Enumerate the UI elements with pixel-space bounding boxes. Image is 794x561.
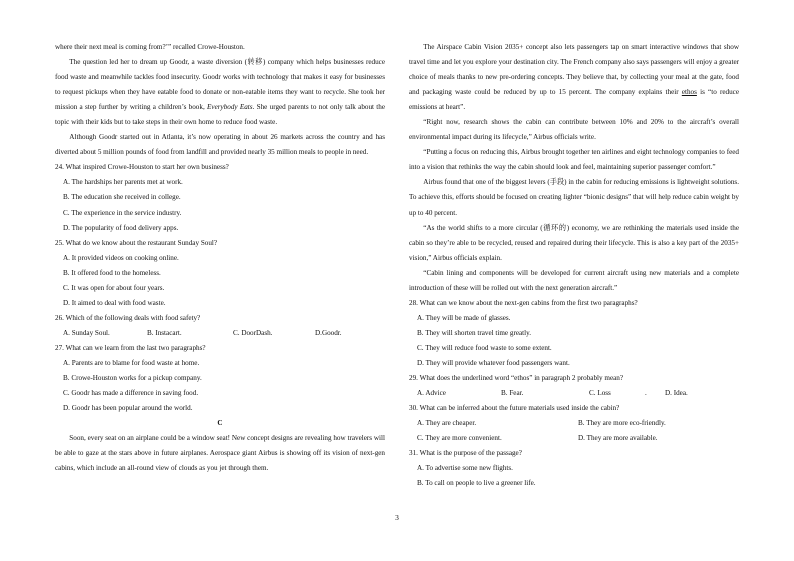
option: C. They are more convenient. — [417, 434, 502, 443]
option: D. They will provide whatever food passengers want. — [417, 358, 570, 367]
option: A. It provided videos on cooking online. — [63, 253, 179, 262]
option: D.Goodr. — [315, 328, 342, 337]
option-row — [55, 326, 385, 341]
option: C. DoorDash. — [233, 328, 273, 337]
paragraph-text: The Airspace Cabin Vision 2035+ concept also lets passengers tap on smart interactive windows that show travel time and let you explore your destination city. The French company also says passengers will enjoy a greater choice of meals thanks to new pre-ordering concepts. They believe that, by collecting your meal at the gate, food and packaging waste could be reduced by up to 15 percent. The company explains their — [409, 43, 739, 97]
option: A. The hardships her parents met at work. — [63, 178, 183, 187]
paragraph: “As the world shifts to a more circular (循环的) economy, we are rethinking the materials used inside the cabin so they’re able to be recycled, reused and repaired during their lifecycle. This is also a key part of the 2035+ vision,” Airbus officials explain. — [409, 223, 739, 262]
paragraph: Airbus found that one of the biggest levers (手段) in the cabin for reducing emissions is lightweight solutions. To achieve this, efforts should be focused on creating lighter “bionic designs” that will help reduce cabin weight by up to 40 percent. — [409, 178, 739, 217]
option: A. Advice — [417, 389, 446, 398]
paragraph: “Cabin lining and components will be developed for current aircraft using new materials and a complete introduction of these will be rolled out with the next generation aircraft.” — [409, 268, 739, 292]
question-25: 25. What do we know about the restaurant Sunday Soul? — [55, 238, 218, 247]
question-29: 29. What does the underlined word “ethos” in paragraph 2 probably mean? — [409, 374, 624, 383]
option: B. They will shorten travel time greatly. — [417, 328, 532, 337]
question-24: 24. What inspired Crowe-Houston to start her own business? — [55, 163, 229, 172]
book-title: Everybody Eats — [207, 103, 253, 112]
paragraph-text: The question led her to dream up Goodr, a waste diversion (转移) company which helps businesses reduce food waste and meanwhile tackles food insecurity. Goodr works with technology that makes it easy for businesses to request pickups when they have eatable food to donate or non-eatable items they want to recycle. She took her mission a step further by writing a children’s book, — [55, 58, 385, 112]
option: D. Goodr has been popular around the world. — [63, 404, 193, 413]
paragraph-goodr — [55, 55, 385, 130]
option-row — [409, 386, 739, 401]
option: B. Crowe-Houston works for a pickup company. — [63, 374, 202, 383]
option: A. Parents are to blame for food waste at home. — [63, 358, 200, 367]
paragraph: “Putting a focus on reducing this, Airbus brought together ten airlines and eight technology companies to feed into a vision that rethinks the way the cabin should look and feel, maintaining superior passenger comfort.” — [409, 148, 739, 172]
option: C. It was open for about four years. — [63, 283, 165, 292]
question-27: 27. What can we learn from the last two paragraphs? — [55, 343, 206, 352]
paragraph: Soon, every seat on an airplane could be a window seat! New concept designs are revealing how travelers will be able to gaze at the stars above in future airplanes. Aerospace giant Airbus is showing off its vision of next-gen cabins, which include an all-round view of clouds as you jet through them. — [55, 434, 385, 473]
option-dot: . — [645, 389, 647, 398]
underlined-word: ethos — [681, 88, 697, 97]
page-number: 3 — [395, 513, 399, 522]
option: D. Idea. — [665, 389, 688, 398]
paragraph: “Right now, research shows the cabin can contribute between 10% and 20% to the aircraft’s overall environmental impact during its lifecycle,” Airbus officials write. — [409, 118, 739, 142]
option: B. Instacart. — [147, 328, 182, 337]
option: C. Goodr has made a difference in saving food. — [63, 389, 199, 398]
option: D. It aimed to deal with food waste. — [63, 298, 166, 307]
option: C. They will reduce food waste to some extent. — [417, 343, 552, 352]
question-28: 28. What can we know about the next-gen cabins from the first two paragraphs? — [409, 298, 638, 307]
option-row — [409, 416, 739, 431]
section-heading: C — [217, 419, 223, 428]
question-31: 31. What is the purpose of the passage? — [409, 449, 522, 458]
option: B. To call on people to live a greener life. — [417, 479, 536, 488]
option: B. They are more eco-friendly. — [578, 419, 666, 428]
question-26: 26. Which of the following deals with food safety? — [55, 313, 201, 322]
option: D. The popularity of food delivery apps. — [63, 223, 179, 232]
option: D. They are more available. — [578, 434, 658, 443]
left-column — [55, 40, 385, 476]
option: B. The education she received in college. — [63, 193, 181, 202]
option: A. Sunday Soul. — [63, 328, 110, 337]
option: A. They are cheaper. — [417, 419, 477, 428]
paragraph: Although Goodr started out in Atlanta, it’s now operating in about 26 markets across the country and has diverted about 5 million pounds of food from landfill and provided nearly 35 million meals to people in need. — [55, 133, 385, 157]
paragraph-text: is “to reduce emissions at heart”. — [409, 88, 739, 112]
paragraph-airbus — [409, 40, 739, 115]
right-column — [409, 40, 739, 491]
question-30: 30. What can be inferred about the future materials used inside the cabin? — [409, 404, 620, 413]
paragraph-text: . She urged parents to not only talk about the topic with their kids but to take steps in their own home to reduce food waste. — [55, 103, 386, 127]
option: B. Fear. — [501, 389, 524, 398]
option-row — [409, 431, 739, 446]
option: A. They will be made of glasses. — [417, 313, 511, 322]
option: C. Loss — [589, 389, 611, 398]
option: A. To advertise some new flights. — [417, 464, 513, 473]
option: B. It offered food to the homeless. — [63, 268, 161, 277]
paragraph: where their next meal is coming from?’” recalled Crowe-Houston. — [55, 43, 245, 51]
option: C. The experience in the service industry. — [63, 208, 182, 217]
